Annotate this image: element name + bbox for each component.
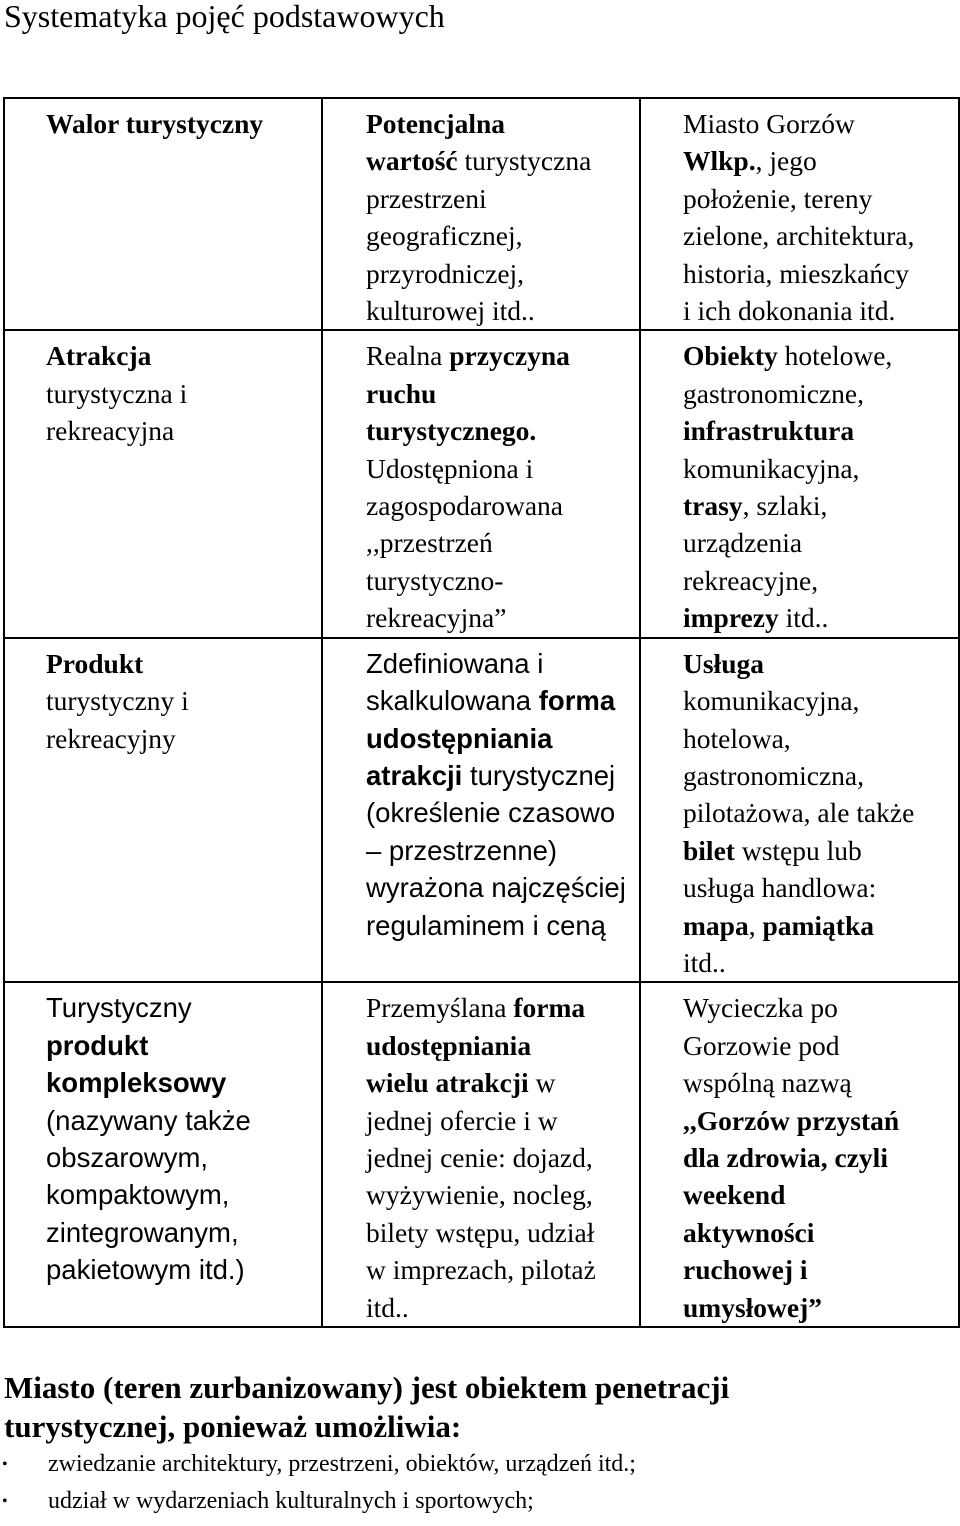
benefits-list xyxy=(0,1446,636,1520)
table-cell xyxy=(4,98,322,330)
cell-text: Gorzowie pod xyxy=(683,1029,840,1061)
bold-term: Potencjalna xyxy=(366,108,506,139)
cell-text: komunikacyjna, xyxy=(683,452,860,484)
cell-line xyxy=(366,487,635,524)
page-title: Systematyka pojęć podstawowych xyxy=(4,0,445,34)
cell-line xyxy=(366,292,635,329)
table-cell xyxy=(640,330,959,637)
cell-line xyxy=(683,907,958,944)
bold-term: Walor turystyczny xyxy=(46,108,264,139)
cell-text: zintegrowanym, xyxy=(46,1216,239,1248)
table-cell xyxy=(4,330,322,637)
cell-text: Turystyczny xyxy=(46,992,192,1024)
cell-text: jednej ofercie i w xyxy=(366,1104,558,1136)
cell-text: itd.. xyxy=(683,946,726,978)
bold-term: kompleksowy xyxy=(46,1067,227,1099)
cell-line xyxy=(366,1251,635,1288)
cell-line xyxy=(683,1139,958,1176)
cell-line xyxy=(366,720,635,757)
cell-text: gastronomiczna, xyxy=(683,759,864,791)
cell-text: przestrzeni xyxy=(366,182,487,214)
cell-line xyxy=(683,142,958,179)
bullet-icon: • xyxy=(2,1456,8,1473)
cell-line xyxy=(683,450,958,487)
bullet-icon: • xyxy=(2,1493,8,1510)
cell-line xyxy=(683,105,958,142)
cell-text: Zdefiniowana i xyxy=(366,647,544,679)
cell-text: pilotażowa, ale także xyxy=(683,797,915,829)
cell-line xyxy=(683,1289,958,1326)
cell-line xyxy=(683,1214,958,1251)
cell-line xyxy=(46,412,317,449)
bold-term: mapa xyxy=(683,909,749,941)
cell-line xyxy=(46,989,317,1026)
cell-line xyxy=(366,450,635,487)
cell-line xyxy=(366,794,635,831)
cell-line xyxy=(46,337,317,374)
cell-line xyxy=(366,1289,635,1326)
cell-text: turystyczno- xyxy=(366,564,504,596)
cell-line xyxy=(683,682,958,719)
bold-term: przyczyna xyxy=(449,340,570,372)
concepts-table xyxy=(3,97,960,1328)
cell-line xyxy=(46,1027,317,1064)
list-item-text: zwiedzanie architektury, przestrzeni, obiektów, urządzeń itd.; xyxy=(48,1451,636,1477)
bold-term: aktywności xyxy=(683,1216,815,1248)
bold-term: produkt xyxy=(46,1029,149,1061)
cell-text: Realna xyxy=(366,340,450,372)
cell-line xyxy=(46,375,317,412)
cell-text: , jego xyxy=(755,145,817,177)
cell-text: wstępu lub xyxy=(734,834,862,866)
cell-text: itd.. xyxy=(778,602,829,634)
cell-line xyxy=(46,1064,317,1101)
cell-text: wyżywienie, nocleg, xyxy=(366,1179,593,1211)
cell-text: itd.. xyxy=(366,1291,409,1323)
cell-text: i ich dokonania itd. xyxy=(683,295,896,327)
cell-text: (określenie czasowo xyxy=(366,797,616,829)
cell-text: gastronomiczne, xyxy=(683,377,864,409)
cell-line xyxy=(683,217,958,254)
cell-line xyxy=(683,180,958,217)
cell-text: pakietowym itd.) xyxy=(46,1254,245,1286)
bold-term: weekend xyxy=(683,1179,786,1211)
cell-line xyxy=(366,1176,635,1213)
cell-text: bilety wstępu, udział xyxy=(366,1216,595,1248)
cell-text: jednej cenie: dojazd, xyxy=(366,1141,593,1173)
cell-text: geograficznej, xyxy=(366,220,523,252)
table-row xyxy=(4,330,959,637)
cell-text: Wycieczka po xyxy=(683,992,838,1024)
cell-text: przyrodniczej, xyxy=(366,257,525,289)
cell-line xyxy=(366,105,635,142)
bold-term: Wlkp. xyxy=(683,145,756,177)
cell-line xyxy=(683,412,958,449)
bold-term: ,,Gorzów przystań xyxy=(683,1104,900,1136)
bold-term: bilet xyxy=(683,834,735,866)
table-cell xyxy=(640,638,959,983)
cell-line xyxy=(683,1027,958,1064)
cell-line xyxy=(366,757,635,794)
cell-line xyxy=(683,944,958,981)
cell-line xyxy=(366,1214,635,1251)
cell-line xyxy=(366,255,635,292)
cell-text: turystyczna xyxy=(457,145,592,177)
cell-text: rekreacyjny xyxy=(46,722,176,754)
cell-line xyxy=(46,1102,317,1139)
cell-line xyxy=(683,562,958,599)
cell-text: komunikacyjna, xyxy=(683,685,860,717)
cell-line xyxy=(366,907,635,944)
cell-text: (nazywany także xyxy=(46,1104,251,1136)
cell-line xyxy=(366,645,635,682)
cell-line xyxy=(683,524,958,561)
bold-term: ruchu xyxy=(366,377,437,409)
cell-line xyxy=(366,989,635,1026)
summary-line: turystycznej, ponieważ umożliwia: xyxy=(4,1409,462,1444)
cell-line xyxy=(683,832,958,869)
cell-line xyxy=(366,217,635,254)
cell-text: turystycznej xyxy=(462,759,616,791)
cell-text: kulturowej itd.. xyxy=(366,295,535,327)
cell-text: rekreacyjne, xyxy=(683,564,819,596)
bold-term: dla zdrowia, czyli xyxy=(683,1141,888,1173)
cell-line xyxy=(683,1064,958,1101)
cell-text: w imprezach, pilotaż xyxy=(366,1254,596,1286)
cell-text: wyrażona najczęściej xyxy=(366,872,626,904)
cell-line xyxy=(683,1102,958,1139)
cell-line xyxy=(683,989,958,1026)
cell-line xyxy=(683,599,958,636)
cell-line xyxy=(46,682,317,719)
cell-text: turystyczna i xyxy=(46,377,188,409)
cell-line xyxy=(46,645,317,682)
cell-line xyxy=(366,562,635,599)
cell-text: rekreacyjna” xyxy=(366,602,507,634)
cell-text: hotelowa, xyxy=(683,722,791,754)
table-cell xyxy=(640,98,959,330)
cell-text: rekreacyjna xyxy=(46,415,175,447)
cell-text: , xyxy=(748,909,763,941)
table-row xyxy=(4,638,959,983)
table-cell xyxy=(640,982,959,1327)
cell-text: obszarowym, xyxy=(46,1141,208,1173)
summary-statement xyxy=(4,1368,729,1446)
cell-text: kompaktowym, xyxy=(46,1179,230,1211)
cell-line xyxy=(46,720,317,757)
cell-text: skalkulowana xyxy=(366,685,539,717)
bold-term: Produkt xyxy=(46,647,144,679)
table-cell xyxy=(322,982,640,1327)
cell-line xyxy=(46,1176,317,1213)
cell-text: zagospodarowana xyxy=(366,490,563,522)
table-cell xyxy=(322,330,640,637)
cell-line xyxy=(683,375,958,412)
cell-line xyxy=(683,720,958,757)
cell-line xyxy=(683,292,958,329)
summary-line: Miasto (teren zurbanizowany) jest obiektem penetracji xyxy=(4,1370,730,1405)
cell-line xyxy=(683,1176,958,1213)
list-item xyxy=(0,1483,636,1520)
bold-term: trasy xyxy=(683,490,743,522)
cell-text: , szlaki, xyxy=(742,490,828,522)
bold-term: turystycznego. xyxy=(366,415,537,447)
cell-text: wspólną nazwą xyxy=(683,1067,852,1099)
cell-line xyxy=(683,869,958,906)
cell-text: – przestrzenne) xyxy=(366,834,558,866)
cell-text: zielone, architektura, xyxy=(683,220,915,252)
bold-term: Obiekty xyxy=(683,340,778,372)
cell-line xyxy=(366,142,635,179)
cell-line xyxy=(46,1139,317,1176)
bold-term: infrastruktura xyxy=(683,415,855,447)
table-cell xyxy=(4,638,322,983)
bold-term: imprezy xyxy=(683,602,779,634)
cell-line xyxy=(366,599,635,636)
cell-text: Miasto Gorzów xyxy=(683,108,855,139)
cell-line xyxy=(366,337,635,374)
cell-line xyxy=(683,645,958,682)
bold-term: pamiątka xyxy=(762,909,874,941)
cell-text: ,,przestrzeń xyxy=(366,527,493,559)
cell-line xyxy=(683,794,958,831)
bold-term: umysłowej” xyxy=(683,1291,823,1323)
cell-line xyxy=(683,757,958,794)
cell-line xyxy=(366,832,635,869)
cell-line xyxy=(366,524,635,561)
cell-line xyxy=(46,1251,317,1288)
cell-line xyxy=(366,1027,635,1064)
cell-text: położenie, tereny xyxy=(683,182,873,214)
cell-line xyxy=(683,1251,958,1288)
cell-text: regulaminem i ceną xyxy=(366,909,606,941)
cell-line xyxy=(683,337,958,374)
table-cell xyxy=(4,982,322,1327)
bold-term: wartość xyxy=(366,145,458,177)
table-cell xyxy=(322,638,640,983)
table-cell xyxy=(322,98,640,330)
cell-text: urządzenia xyxy=(683,527,803,559)
bold-term: ruchowej i xyxy=(683,1254,808,1286)
cell-text: historia, mieszkańcy xyxy=(683,257,910,289)
bold-term: forma xyxy=(513,992,586,1024)
bold-term: forma xyxy=(538,685,616,717)
cell-line xyxy=(683,255,958,292)
table-row xyxy=(4,982,959,1327)
bold-term: wielu atrakcji xyxy=(366,1067,529,1099)
cell-line xyxy=(683,487,958,524)
cell-text: turystyczny i xyxy=(46,685,189,717)
bold-term: atrakcji xyxy=(366,759,463,791)
bold-term: udostępniania xyxy=(366,1029,532,1061)
cell-text: hotelowe, xyxy=(777,340,893,372)
bold-term: Usługa xyxy=(683,647,764,679)
cell-line xyxy=(366,1139,635,1176)
cell-text: Udostępniona i xyxy=(366,452,534,484)
cell-line xyxy=(366,1064,635,1101)
bold-term: udostępniania xyxy=(366,722,553,754)
cell-line xyxy=(366,682,635,719)
cell-line xyxy=(46,105,317,142)
cell-line xyxy=(366,412,635,449)
cell-text: w xyxy=(528,1067,556,1099)
cell-line xyxy=(366,869,635,906)
list-item-text: udział w wydarzeniach kulturalnych i sportowych; xyxy=(48,1488,534,1514)
cell-line xyxy=(46,1214,317,1251)
cell-text: Przemyślana xyxy=(366,992,514,1024)
list-item xyxy=(0,1446,636,1483)
table-row xyxy=(4,98,959,330)
cell-text: usługa handlowa: xyxy=(683,872,877,904)
cell-line xyxy=(366,375,635,412)
cell-line xyxy=(366,180,635,217)
bold-term: Atrakcja xyxy=(46,340,152,372)
cell-line xyxy=(366,1102,635,1139)
